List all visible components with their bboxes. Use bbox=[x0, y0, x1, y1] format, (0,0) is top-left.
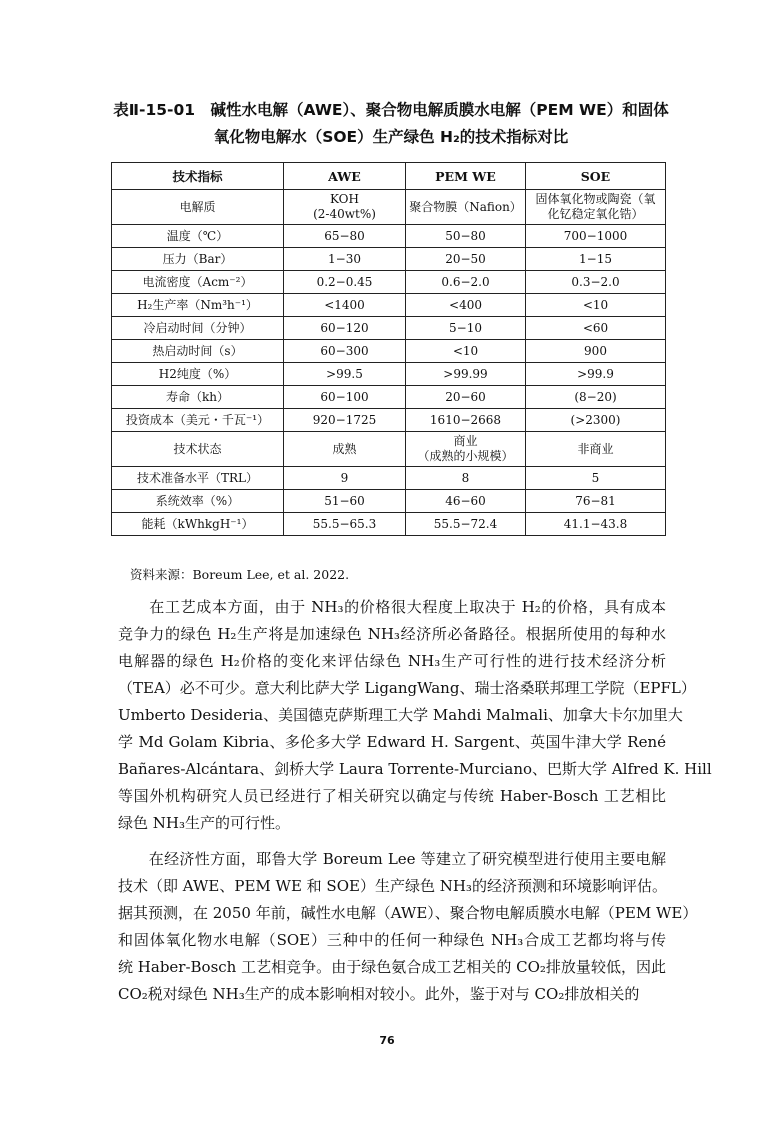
text-line: Bañares-Alcántara、剑桥大学 Laura Torrente-Murciano、巴斯大学 Alfred K. Hill bbox=[118, 760, 712, 778]
table-row bbox=[112, 432, 666, 467]
paragraph-process-cost bbox=[118, 594, 712, 837]
table-header-row bbox=[112, 163, 666, 190]
row-label: 技术准备水平（TRL） bbox=[112, 467, 284, 490]
table-cell: 41.1−43.8 bbox=[526, 513, 666, 536]
row-label: 冷启动时间（分钟） bbox=[112, 317, 284, 340]
table-cell: <10 bbox=[406, 340, 526, 363]
table-cell: >99.9 bbox=[526, 363, 666, 386]
text-line: 电解器的绿色 H₂价格的变化来评估绿色 NH₃生产可行性的进行技术经济分析 bbox=[118, 652, 666, 670]
table-row bbox=[112, 490, 666, 513]
table-cell: <400 bbox=[406, 294, 526, 317]
text-line: 在工艺成本方面，由于 NH₃的价格很大程度上取决于 H₂的价格，具有成本 bbox=[118, 598, 666, 616]
table-row bbox=[112, 363, 666, 386]
text-line: 据其预测，在 2050 年前，碱性水电解（AWE）、聚合物电解质膜水电解（PEM WE） bbox=[118, 904, 698, 922]
text-line: 和固体氧化物水电解（SOE）三种中的任何一种绿色 NH₃合成工艺都均将与传 bbox=[118, 931, 666, 949]
text-line: 绿色 NH₃生产的可行性。 bbox=[118, 814, 290, 832]
table-cell: 8 bbox=[406, 467, 526, 490]
table-cell: 60−120 bbox=[284, 317, 406, 340]
table-cell: 9 bbox=[284, 467, 406, 490]
cell-line: KOH bbox=[330, 192, 359, 206]
table-cell: <60 bbox=[526, 317, 666, 340]
table-cell: 成熟 bbox=[284, 432, 406, 467]
row-label: 投资成本（美元・千瓦⁻¹） bbox=[112, 409, 284, 432]
table-cell: 0.6−2.0 bbox=[406, 271, 526, 294]
row-label: 电解质 bbox=[112, 190, 284, 225]
table-title-line-1: 表Ⅱ-15-01 碱性水电解（AWE）、聚合物电解质膜水电解（PEM WE）和固体 bbox=[113, 101, 669, 119]
table-cell bbox=[526, 190, 666, 225]
text-line: 等国外机构研究人员已经进行了相关研究以确定与传统 Haber-Bosch 工艺相比 bbox=[118, 787, 666, 805]
row-label: 压力（Bar） bbox=[112, 248, 284, 271]
text-line: 竞争力的绿色 H₂生产将是加速绿色 NH₃经济所必备路径。根据所使用的每种水 bbox=[118, 625, 666, 643]
row-label: 系统效率（%） bbox=[112, 490, 284, 513]
source-note: 资料来源：Boreum Lee, et al. 2022. bbox=[130, 567, 350, 582]
table-cell: 55.5−72.4 bbox=[406, 513, 526, 536]
table-cell: 46−60 bbox=[406, 490, 526, 513]
header-pem-we: PEM WE bbox=[406, 163, 526, 190]
table-cell: (>2300) bbox=[526, 409, 666, 432]
text-line: Umberto Desideria、美国德克萨斯理工大学 Mahdi Malmali、加拿大卡尔加里大 bbox=[118, 706, 683, 724]
text-line: CO₂税对绿色 NH₃生产的成本影响相对较小。此外，鉴于对与 CO₂排放相关的 bbox=[118, 985, 640, 1003]
table-cell: (8−20) bbox=[526, 386, 666, 409]
table-row bbox=[112, 190, 666, 225]
table-cell: 20−50 bbox=[406, 248, 526, 271]
table-cell: 1−15 bbox=[526, 248, 666, 271]
row-label: 寿命（kh） bbox=[112, 386, 284, 409]
table-cell: 60−300 bbox=[284, 340, 406, 363]
row-label: 电流密度（Acm⁻²） bbox=[112, 271, 284, 294]
cell-line: 固体氧化物或陶瓷（氧 bbox=[535, 192, 656, 206]
table-cell: <1400 bbox=[284, 294, 406, 317]
table-cell: 920−1725 bbox=[284, 409, 406, 432]
table-cell: 1−30 bbox=[284, 248, 406, 271]
table-cell: 5−10 bbox=[406, 317, 526, 340]
table-cell: <10 bbox=[526, 294, 666, 317]
cell-line: (2-40wt%) bbox=[313, 207, 376, 221]
table-cell: 1610−2668 bbox=[406, 409, 526, 432]
table-title-line-2: 氧化物电解水（SOE）生产绿色 H₂的技术指标对比 bbox=[213, 128, 569, 146]
table-cell: 900 bbox=[526, 340, 666, 363]
comparison-table bbox=[111, 162, 666, 536]
table-row bbox=[112, 225, 666, 248]
table-cell: 非商业 bbox=[526, 432, 666, 467]
header-awe: AWE bbox=[284, 163, 406, 190]
table-row bbox=[112, 340, 666, 363]
table-cell: 76−81 bbox=[526, 490, 666, 513]
table-row bbox=[112, 386, 666, 409]
table-cell: 20−60 bbox=[406, 386, 526, 409]
table-row bbox=[112, 271, 666, 294]
table-cell: 0.3−2.0 bbox=[526, 271, 666, 294]
text-line: 在经济性方面，耶鲁大学 Boreum Lee 等建立了研究模型进行使用主要电解 bbox=[118, 850, 666, 868]
paragraph-economics bbox=[118, 846, 698, 1008]
table-cell: 51−60 bbox=[284, 490, 406, 513]
table-cell: 聚合物膜（Nafion） bbox=[406, 190, 526, 225]
table-row bbox=[112, 294, 666, 317]
table-row bbox=[112, 248, 666, 271]
table-cell: 55.5−65.3 bbox=[284, 513, 406, 536]
table-cell: 50−80 bbox=[406, 225, 526, 248]
cell-line: 商业 bbox=[453, 434, 478, 448]
table-body bbox=[112, 190, 666, 536]
table-cell: 0.2−0.45 bbox=[284, 271, 406, 294]
table-cell bbox=[406, 432, 526, 467]
header-metric: 技术指标 bbox=[112, 163, 284, 190]
table-cell: 60−100 bbox=[284, 386, 406, 409]
row-label: H₂生产率（Nm³h⁻¹） bbox=[112, 294, 284, 317]
cell-line: 化钇稳定氧化锆） bbox=[547, 207, 644, 221]
row-label: 能耗（kWhkgH⁻¹） bbox=[112, 513, 284, 536]
page-number: 76 bbox=[379, 1034, 395, 1047]
table-cell: 700−1000 bbox=[526, 225, 666, 248]
table-row bbox=[112, 467, 666, 490]
row-label: 热启动时间（s） bbox=[112, 340, 284, 363]
cell-line: （成熟的小规模） bbox=[417, 449, 514, 463]
table-cell: 5 bbox=[526, 467, 666, 490]
table-row bbox=[112, 513, 666, 536]
table-cell: 65−80 bbox=[284, 225, 406, 248]
table-row bbox=[112, 317, 666, 340]
row-label: H2纯度（%） bbox=[112, 363, 284, 386]
table-row bbox=[112, 409, 666, 432]
row-label: 温度（℃） bbox=[112, 225, 284, 248]
text-line: 学 Md Golam Kibria、多伦多大学 Edward H. Sargent、英国牛津大学 René bbox=[118, 733, 666, 751]
table-cell bbox=[284, 190, 406, 225]
text-line: （TEA）必不可少。意大利比萨大学 LigangWang、瑞士洛桑联邦理工学院（EPFL） bbox=[118, 679, 696, 697]
text-line: 技术（即 AWE、PEM WE 和 SOE）生产绿色 NH₃的经济预测和环境影响评估。 bbox=[118, 877, 667, 895]
header-soe: SOE bbox=[526, 163, 666, 190]
text-line: 统 Haber-Bosch 工艺相竞争。由于绿色氨合成工艺相关的 CO₂排放量较低，因此 bbox=[118, 958, 666, 976]
table-title bbox=[108, 97, 674, 151]
table-cell: >99.99 bbox=[406, 363, 526, 386]
table-cell: >99.5 bbox=[284, 363, 406, 386]
row-label: 技术状态 bbox=[112, 432, 284, 467]
